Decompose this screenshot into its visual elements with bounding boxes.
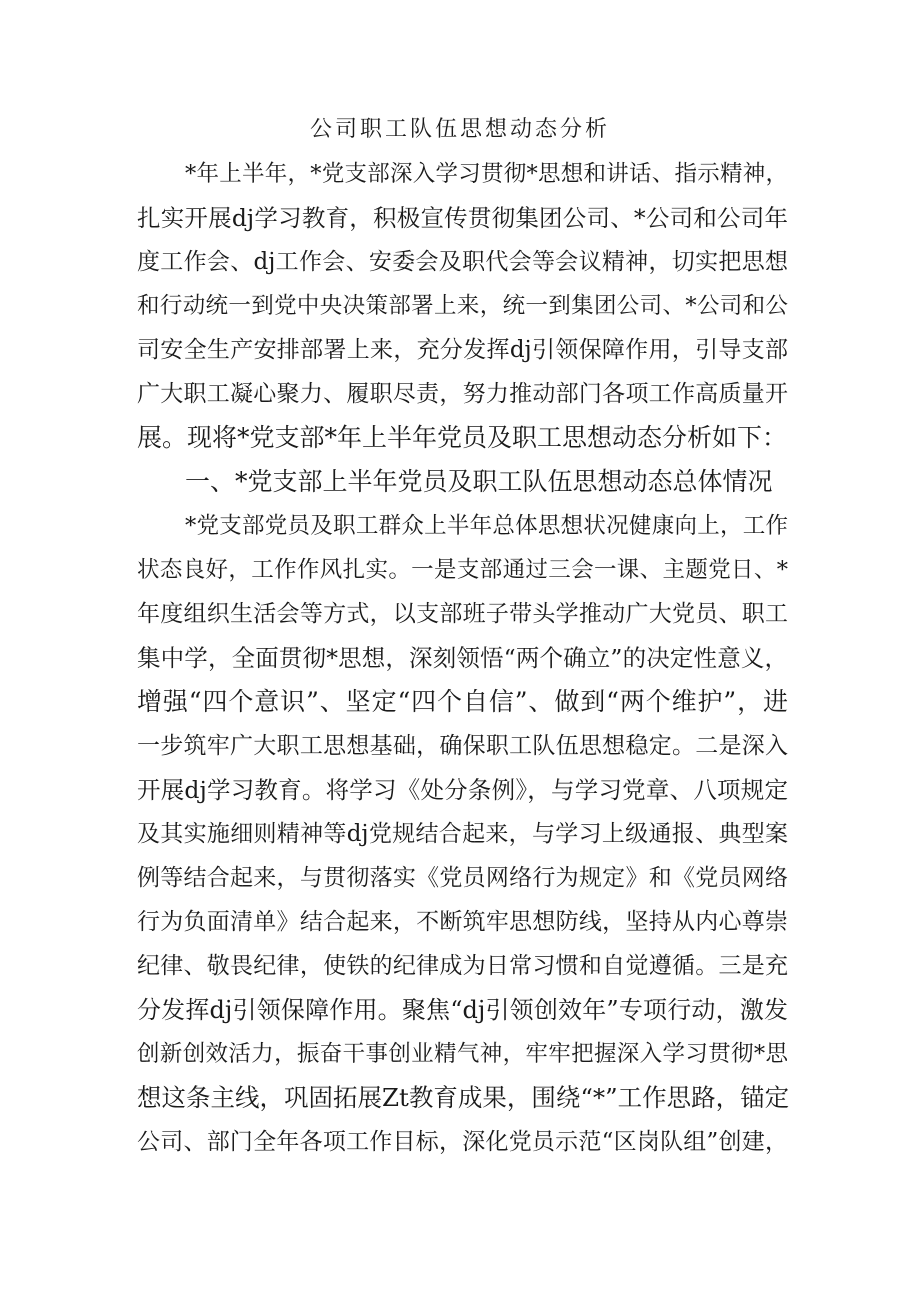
paragraph-2-line-9: 例等结合起来，与贯彻落实《党员网络行为规定》和《党员网络 [137, 865, 788, 891]
paragraph-1-line-1: *年上半年，*党支部深入学习贯彻*思想和讲话、指示精神， [185, 161, 788, 187]
paragraph-1-line-5: 司安全生产安排部署上来，充分发挥dj引领保障作用，引导支部 [137, 337, 788, 363]
paragraph-1-line-2: 扎实开展dj学习教育，积极宣传贯彻集团公司、*公司和公司年 [137, 204, 788, 232]
paragraph-2-line-8: 及其实施细则精神等dj党规结合起来，与学习上级通报、典型案 [137, 821, 788, 847]
paragraph-2-line-11: 纪律、敬畏纪律，使铁的纪律成为日常习惯和自觉遵循。三是充 [137, 953, 788, 979]
paragraph-2-line-10: 行为负面清单》结合起来，不断筑牢思想防线，坚持从内心尊崇 [137, 909, 788, 935]
paragraph-2-line-2: 状态良好，工作作风扎实。一是支部通过三会一课、主题党日、* [137, 557, 788, 583]
document-title: 公司职工队伍思想动态分析 [309, 117, 610, 142]
paragraph-1-line-4: 和行动统一到党中央决策部署上来，统一到集团公司、*公司和公 [137, 293, 788, 319]
paragraph-2-line-12: 分发挥dj引领保障作用。聚焦“dj引领创效年”专项行动，激发 [137, 996, 788, 1024]
paragraph-2-line-1: *党支部党员及职工群众上半年总体思想状况健康向上，工作 [185, 513, 788, 539]
paragraph-2-line-13: 创新创效活力，振奋干事创业精气神，牢牢把握深入学习贯彻*思 [137, 1041, 788, 1067]
paragraph-1-line-7: 展。现将*党支部*年上半年党员及职工思想动态分析如下： [137, 423, 788, 452]
paragraph-2-line-4: 集中学，全面贯彻*思想，深刻领悟“两个确立”的决定性意义， [137, 644, 788, 672]
paragraph-2-line-15: 公司、部门全年各项工作目标，深化党员示范“区岗队组”创建， [137, 1129, 788, 1155]
paragraph-2-line-7: 开展dj学习教育。将学习《处分条例》，与学习党章、八项规定 [137, 776, 788, 804]
paragraph-1-line-6: 广大职工凝心聚力、履职尽责，努力推动部门各项工作高质量开 [137, 381, 788, 407]
paragraph-2-line-6: 一步筑牢广大职工思想基础，确保职工队伍思想稳定。二是深入 [137, 733, 788, 759]
section-heading-1: 一、*党支部上半年党员及职工队伍思想动态总体情况 [185, 467, 773, 496]
paragraph-2-line-5: 增强“四个意识”、坚定“四个自信”、做到“两个维护”，进 [137, 687, 788, 716]
paragraph-2-line-14: 想这条主线，巩固拓展Zt教育成果，围绕“*”工作思路，锚定 [137, 1083, 790, 1112]
paragraph-1-line-3: 度工作会、dj工作会、安委会及职代会等会议精神，切实把思想 [137, 249, 788, 275]
paragraph-2-line-3: 年度组织生活会等方式，以支部班子带头学推动广大党员、职工 [137, 601, 788, 627]
